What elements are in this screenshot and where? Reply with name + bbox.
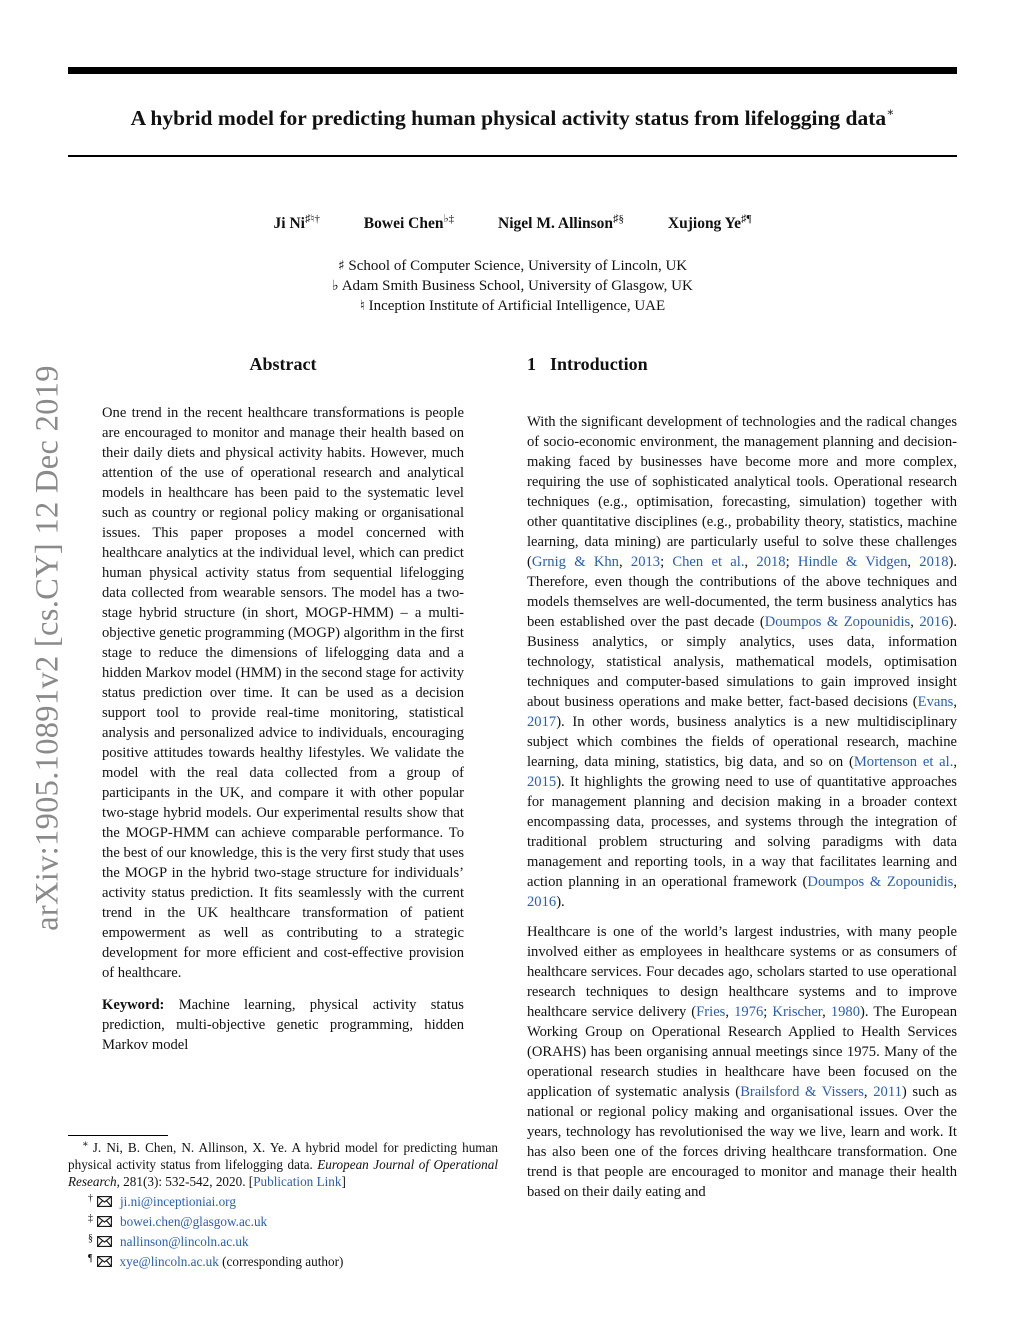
paper-title: A hybrid model for predicting human physical activity status from lifelogging data∗ [130, 105, 895, 130]
citation-link[interactable]: 2015 [527, 774, 557, 790]
email-link[interactable]: ji.ni@inceptioniai.org [120, 1194, 236, 1209]
title-footnote-mark: ∗ [886, 105, 895, 119]
citation-link[interactable]: 2013 [630, 554, 661, 570]
title-rule [68, 155, 957, 157]
citation-link[interactable]: 2016 [919, 614, 949, 630]
abstract-text: One trend in the recent healthcare transformations is people are encouraged to monitor and manage their health based on their daily diets and physical activity habits. However, much attention of the use of operational research and analytical models in healthcare has been paid to the systematic level such as country or regional policy making or organisational issues. This paper proposes a model concerned with healthcare analytics at the individual level, which can predict human physical activity status from sequential lifelogging data collected from wearable sensors. The model has a two-stage hybrid structure (in short, MOGP-HMM) – a multi-objective genetic programming (MOGP) algorithm in the first stage to reduce the dimensions of lifelogging data and a hidden Markov model (HMM) in the second stage for activity status prediction over time. It can be used as a decision support tool to provide real-time monitoring, statistical analysis and personalized advice to individuals, encouraging positive attitudes towards healthy lifestyles. We validate the model with the real data collected from a group of participants in the UK, and compare it with other popular two-stage hybrid models. Our experimental results show that the MOGP-HMM can achieve comparable performance. To the best of our knowledge, this is the very first study that uses the MOGP in the hybrid two-stage structure for individuals’ activity status prediction. It fits seamlessly with the current trend in the UK healthcare transformation of patient empowerment as well as contributing to a strategic development for more efficient and cost-effective provision of healthcare. [102, 405, 464, 981]
citation-link[interactable]: Grnig & Khn [531, 554, 619, 570]
author: Bowei Chen♭‡ [363, 213, 455, 232]
affiliation-list [68, 256, 957, 316]
citation-link[interactable]: Fries [696, 1004, 726, 1020]
author-list [68, 208, 957, 235]
introduction-heading: 1 Introduction [527, 354, 648, 374]
introduction-section [527, 412, 957, 1202]
email-link[interactable]: nallinson@lincoln.ac.uk [120, 1234, 249, 1249]
citation-link[interactable]: Brailsford & Vissers [740, 1084, 864, 1100]
intro-paragraph: Healthcare is one of the world’s largest industries, with many people involved either as employees in healthcare systems or as consumers of healthcare services. Four decades ago, scholars started to use operational research techniques to design healthcare systems and to improve healthcare service delivery (Fries, 1976; Krischer, 1980). The European Working Group on Operational Research Applied to Health Services (ORAHS) has been organising annual meetings since 1975. Many of the operational research studies in healthcare have been focused on the application of systematic analysis (Brailsford & Vissers, 2011) such as national or regional policy making and organisational issues. Over the years, technology has revolutionised the way we live, learn and work. It has also been one of the forces driving healthcare transformation. One trend is that people are encouraged to monitor and manage their health based on their daily eating and [527, 924, 958, 1200]
citation-link[interactable]: 1980 [830, 1004, 861, 1020]
citation-link[interactable]: Evans [917, 694, 954, 710]
affiliation: ♭ Adam Smith Business School, University of Glasgow, UK [332, 278, 693, 294]
citation-link[interactable]: Doumpos & Zopounidis [807, 874, 954, 890]
citation-link[interactable]: Doumpos & Zopounidis [764, 614, 911, 630]
envelope-icon [97, 1254, 112, 1265]
citation-link[interactable]: 2018 [756, 554, 786, 570]
email-footnote: ‡ bowei.chen@glasgow.ac.uk [88, 1213, 268, 1229]
publication-link[interactable]: Publication Link [253, 1174, 342, 1189]
abstract-section [102, 403, 464, 1055]
intro-paragraph: With the significant development of technologies and the radical changes of socio-economic environment, the management planning and decision-making faced by businesses have become more and more complex, requiring the use of sophisticated analytical tools. Operational research techniques (e.g., optimisation, forecasting, simulation) together with other quantitative disciplines (e.g., probability theory, statistics, machine learning, data mining) are particularly useful to solve these challenges (Grnig & Khn, 2013; Chen et al., 2018; Hindle & Vidgen, 2018). Therefore, even though the contributions of the above techniques and models themselves are well-documented, the term business analytics has been established over the past decade (Doumpos & Zopounidis, 2016). Business analytics, or simply analytics, uses data, information technology, statistical analysis, mathematical models, optimisation techniques and computer-based simulations to gain improved insight about business operations and make better, fact-based decisions (Evans, 2017). In other words, business analytics is a new multidisciplinary subject which combines the fields of operational research, machine learning, data mining, statistics, big data, and so on (Mortenson et al., 2015). It highlights the growing need to use of quantitative approaches for management planning and decision making in a broader context encompassing data, processes, and systems through the integration of traditional problem structuring and solving paradigms with data management and reporting tools, in a way that facilitates learning and action planning in an operational framework (Doumpos & Zopounidis, 2016). [527, 414, 958, 910]
keywords: Keyword: Machine learning, physical activity status prediction, multi-objective genetic programming, hidden Markov model [102, 997, 464, 1053]
email-footnote: † ji.ni@inceptioniai.org [88, 1193, 236, 1209]
envelope-icon [97, 1234, 112, 1245]
email-footnotes [68, 1190, 498, 1270]
arxiv-stamp: arXiv:1905.10891v2 [cs.CY] 12 Dec 2019 [29, 365, 66, 931]
citation-link[interactable]: 2017 [527, 714, 557, 730]
citation-footnote: ∗ J. Ni, B. Chen, N. Allinson, X. Ye. A hybrid model for predicting human physical activity status from lifelogging data. European Journal of Operational Research, 281(3): 532-542, 2020. [Publication Link] [68, 1139, 498, 1189]
affiliation: ♯ School of Computer Science, University of Lincoln, UK [337, 258, 688, 274]
citation-link[interactable]: 2011 [873, 1084, 902, 1100]
citation-link[interactable]: 1976 [734, 1004, 764, 1020]
author: Nigel M. Allinson♯§ [498, 213, 625, 232]
citation-link[interactable]: Mortenson et al. [853, 754, 954, 770]
email-footnote: ¶ xye@lincoln.ac.uk (corresponding author) [88, 1253, 344, 1269]
envelope-icon [97, 1194, 112, 1205]
author: Ji Ni♯♮† [273, 213, 320, 232]
citation-link[interactable]: 2016 [527, 894, 557, 910]
top-rule [68, 67, 957, 74]
author: Xujiong Ye♯¶ [667, 213, 752, 232]
envelope-icon [97, 1214, 112, 1225]
citation-link[interactable]: 2018 [919, 554, 949, 570]
email-footnote: § nallinson@lincoln.ac.uk [88, 1233, 249, 1249]
citation-link[interactable]: Chen et al. [672, 554, 745, 570]
citation-link[interactable]: Hindle & Vidgen [797, 554, 908, 570]
email-link[interactable]: xye@lincoln.ac.uk [119, 1254, 219, 1269]
citation-link[interactable]: Krischer [772, 1004, 823, 1020]
footnotes [68, 1136, 498, 1270]
abstract-heading: Abstract [249, 354, 317, 374]
affiliation: ♮ Inception Institute of Artificial Intelligence, UAE [359, 298, 666, 314]
email-link[interactable]: bowei.chen@glasgow.ac.uk [120, 1214, 268, 1229]
